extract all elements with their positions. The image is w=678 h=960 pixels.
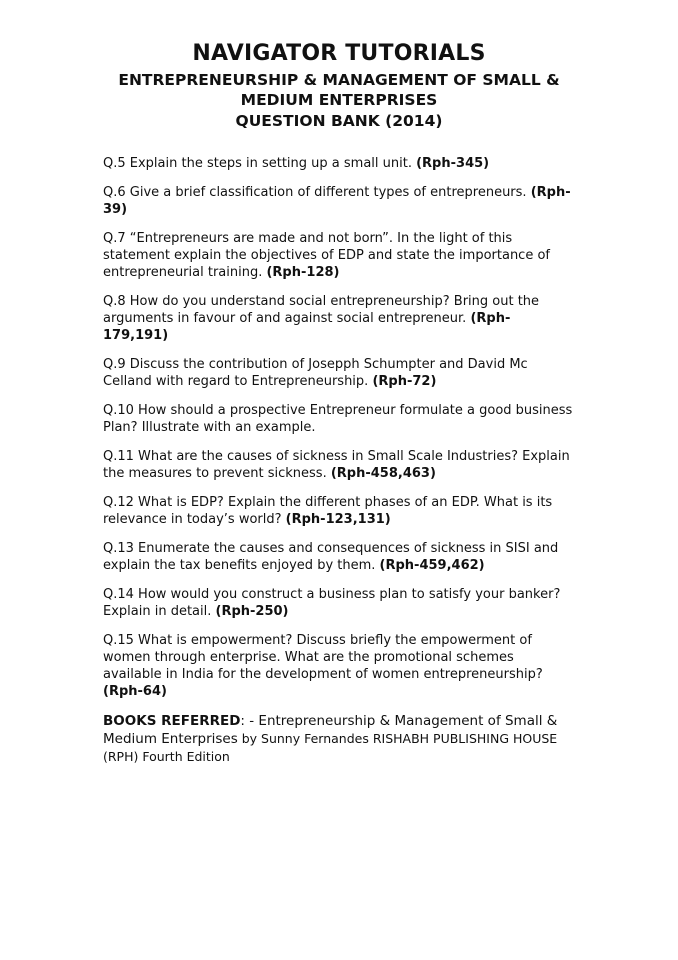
question-text: Q.11 What are the causes of sickness in Small Scale Industries? Explain the measures to prevent sickness. (103, 449, 570, 481)
question-text: Q.10 How should a prospective Entrepreneur formulate a good business Plan? Illustrate with an example. (103, 403, 573, 435)
books-referred-author: by Sunny Fernandes RISHABH PUBLISHING HOUSE (RPH) Fourth Edition (103, 731, 558, 764)
books-referred-title: : - Entrepreneurship & Management of Small & Medium Enterprises (103, 713, 558, 747)
question-text: Q.14 How would you construct a business plan to satisfy your banker? Explain in detail. (103, 587, 561, 619)
question-item (103, 230, 573, 281)
question-item (103, 184, 573, 218)
question-text: Q.13 Enumerate the causes and consequences of sickness in SISI and explain the tax benefits enjoyed by them. (103, 541, 559, 573)
document-header (0, 40, 678, 131)
question-reference: (Rph-459,462) (379, 558, 485, 573)
question-text: Q.7 “Entrepreneurs are made and not born”. In the light of this statement explain the objectives of EDP and state the importance of entrepreneurial training. (103, 231, 550, 280)
books-referred (103, 712, 573, 766)
question-reference: (Rph-64) (103, 684, 167, 699)
question-item (103, 540, 573, 574)
question-reference: (Rph-39) (103, 185, 571, 217)
question-item (103, 494, 573, 528)
question-reference: (Rph-458,463) (330, 466, 436, 481)
question-item (103, 632, 573, 700)
question-item (103, 356, 573, 390)
question-text: Q.9 Discuss the contribution of Josepph Schumpter and David Mc Celland with regard to Entrepreneurship. (103, 357, 528, 389)
question-text: Q.6 Give a brief classification of different types of entrepreneurs. (103, 185, 527, 200)
question-reference: (Rph-250) (215, 604, 289, 619)
question-item (103, 448, 573, 482)
document-title: NAVIGATOR TUTORIALS (192, 41, 486, 66)
subject-wrap (94, 70, 584, 110)
question-text: Q.5 Explain the steps in setting up a small unit. (103, 156, 412, 171)
question-reference: (Rph-123,131) (285, 512, 391, 527)
question-item (103, 155, 573, 172)
question-bank-title: QUESTION BANK (2014) (235, 112, 443, 130)
question-list (103, 155, 573, 766)
question-reference: (Rph-179,191) (103, 311, 511, 343)
question-item (103, 402, 573, 436)
question-reference: (Rph-345) (416, 156, 490, 171)
question-reference: (Rph-128) (266, 265, 340, 280)
question-text: Q.15 What is empowerment? Discuss briefly the empowerment of women through enterprise. What are the promotional schemes available in India for the development of women entrepreneurship? (103, 633, 543, 682)
question-item (103, 586, 573, 620)
question-text: Q.12 What is EDP? Explain the different phases of an EDP. What is its relevance in today’s world? (103, 495, 553, 527)
subject-title: ENTREPRENEURSHIP & MANAGEMENT OF SMALL & MEDIUM ENTERPRISES (118, 71, 560, 109)
question-reference: (Rph-72) (372, 374, 437, 389)
books-referred-label: BOOKS REFERRED (103, 713, 241, 729)
question-item (103, 293, 573, 344)
question-text: Q.8 How do you understand social entrepreneurship? Bring out the arguments in favour of and against social entrepreneur. (103, 294, 540, 326)
